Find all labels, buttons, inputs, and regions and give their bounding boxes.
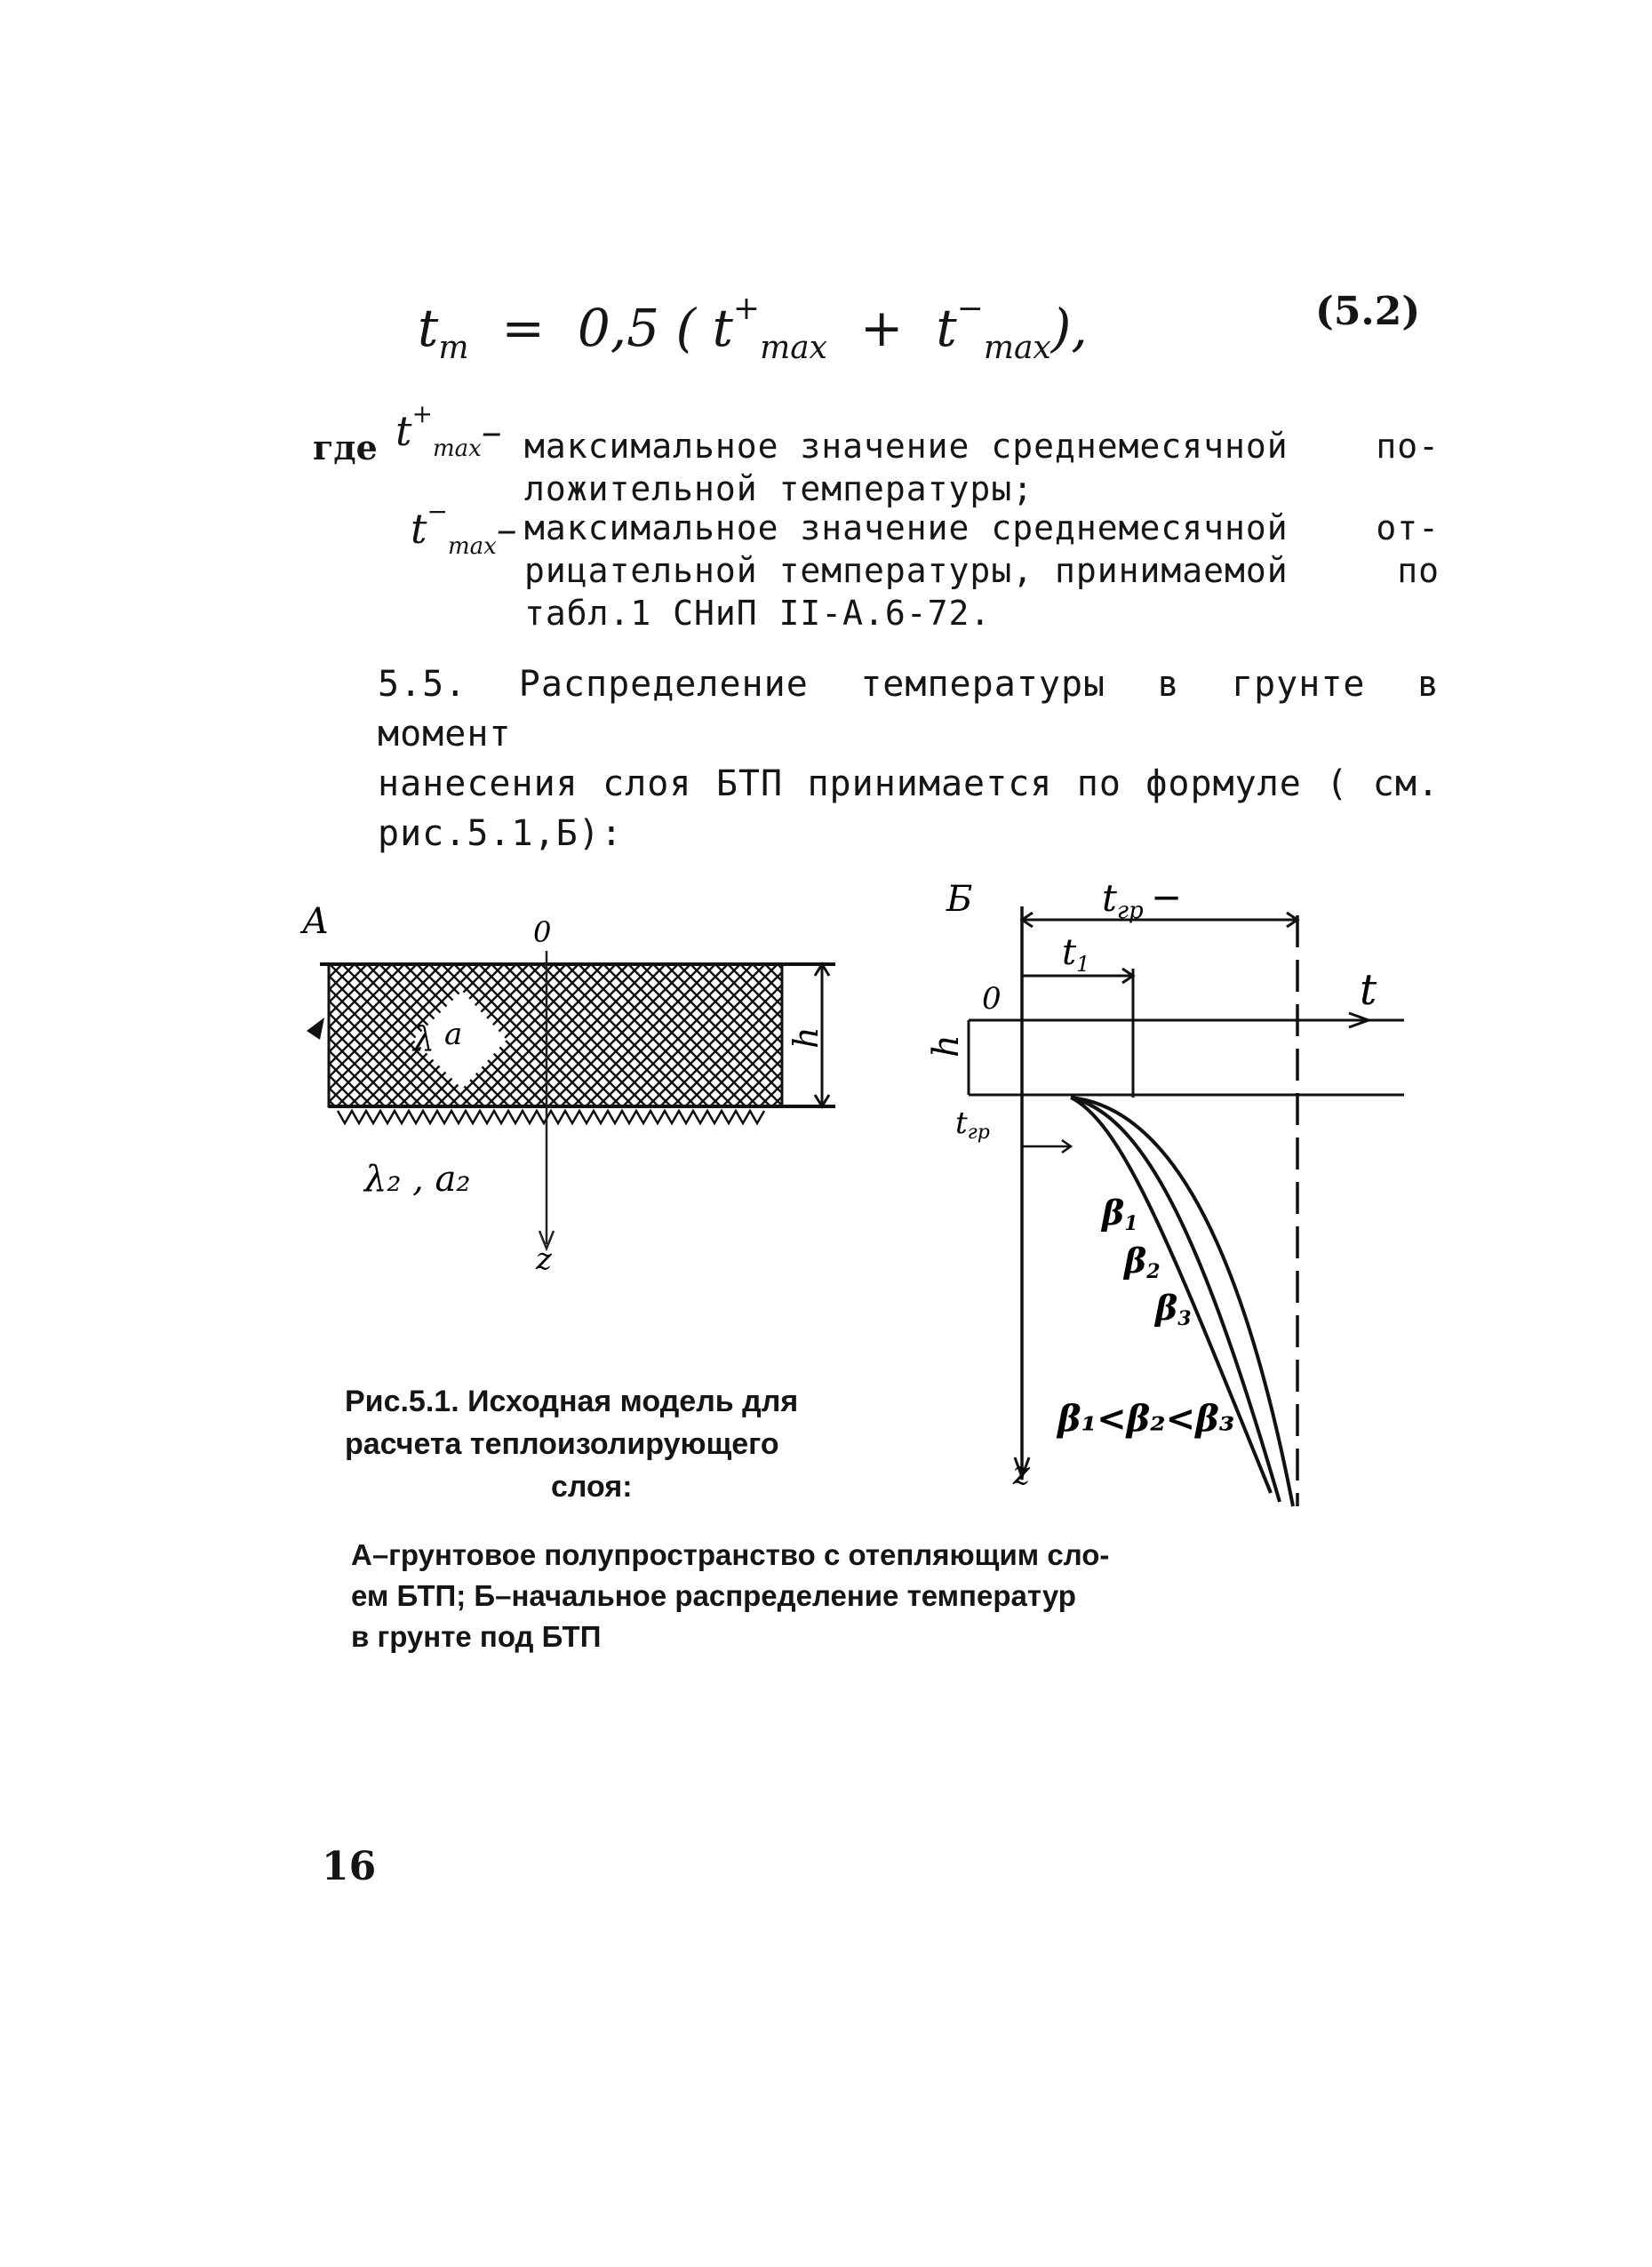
figure-a-axis-top-label: 0	[533, 915, 552, 949]
formula-t2-sub: max	[983, 330, 1051, 366]
beta-relation-label: β₁<β₂<β₃	[1057, 1398, 1235, 1440]
para-line-2: нанесения слоя БТП принимается по формуле ( см.	[378, 763, 1440, 804]
beta1-label	[1100, 1193, 1138, 1235]
t-gr-label: tгр ─	[1102, 876, 1178, 924]
t1-base: t	[1062, 932, 1077, 973]
term1-sub: max	[432, 435, 482, 462]
beta1-sub: 1	[1124, 1212, 1138, 1235]
lambda1-label: λ	[413, 1019, 435, 1058]
left-edge-mark	[307, 1018, 324, 1040]
caption-desc-line-1: А–грунтовое полупространство с отепляющим сло-	[351, 1538, 1110, 1571]
formula-coef: 0,5	[577, 298, 660, 358]
figure-caption-title	[345, 1380, 798, 1508]
a1-label: a	[444, 1017, 463, 1052]
z-label-a: z	[536, 1241, 552, 1277]
def2-line1-a: максимальное значение среднемесячной	[524, 508, 1289, 547]
beta1-base: β	[1102, 1193, 1125, 1233]
formula-open-paren: (	[675, 298, 697, 358]
caption-line-1: Рис.5.1. Исходная модель для	[345, 1385, 799, 1418]
formula-t1-sup: +	[732, 291, 761, 327]
term1-dash: –	[481, 407, 502, 455]
figure-b	[926, 876, 1404, 1506]
para-line-3: рис.5.1,Б):	[378, 813, 623, 854]
formula-t1-sub: max	[760, 330, 827, 366]
where-word: где	[313, 427, 378, 467]
term2-dash: –	[496, 505, 517, 553]
term2-sub: max	[447, 533, 497, 560]
h-label-b: h	[926, 1034, 967, 1058]
beta3-base: β	[1155, 1288, 1178, 1328]
def2-line1-b: от-	[1376, 508, 1440, 547]
ground-texture	[338, 1111, 764, 1123]
page-number: 16	[322, 1844, 377, 1889]
def2-line2-a: рицательной температуры, принимаемой	[524, 551, 1289, 590]
lambda2-a2-label: λ₂ , a₂	[364, 1159, 471, 1200]
def2-line2-b: по	[1397, 551, 1440, 590]
insulation-layer	[329, 964, 782, 1106]
term2-sup: −	[427, 497, 448, 526]
formula-equals: =	[501, 298, 545, 358]
beta3-label	[1153, 1288, 1192, 1330]
term1-sup: +	[411, 399, 433, 428]
def1-line1-a: максимальное значение среднемесячной	[524, 427, 1289, 466]
caption-desc-line-3: в грунте под БТП	[351, 1620, 602, 1653]
t1-sub: 1	[1076, 952, 1090, 977]
def2-line3: табл.1 СНиП II-А.6-72.	[524, 594, 992, 633]
caption-desc-line-2: ем БТП; Б–начальное распределение температур	[351, 1579, 1076, 1612]
formula-t2-sup: −	[956, 291, 984, 327]
figure-a	[299, 901, 835, 1277]
beta2-sub: 2	[1146, 1260, 1161, 1283]
beta2-label	[1122, 1241, 1161, 1283]
formula-lhs-sub: m	[438, 330, 469, 366]
def1-line1-b: по-	[1376, 427, 1440, 466]
figure-caption-description	[351, 1535, 1109, 1657]
t-gr2-sub: гр	[967, 1122, 990, 1144]
t-gr-base: t	[1102, 876, 1117, 920]
term2-base: t	[411, 505, 427, 553]
figure-a-label: А	[302, 901, 330, 942]
formula-plus: +	[859, 298, 904, 358]
curve-beta1	[1071, 1098, 1293, 1506]
caption-line-2: расчета теплоизолирующего	[345, 1427, 779, 1461]
figure-b-label: Б	[946, 879, 973, 920]
para-line-1: 5.5. Распределение температуры в грунте в момент	[378, 664, 1440, 754]
t1-label	[1062, 932, 1089, 977]
formula-t1: t	[712, 298, 733, 358]
formula-lhs: t	[418, 298, 439, 358]
equation-number: (5.2)	[1315, 289, 1421, 334]
formula-t2: t	[936, 298, 957, 358]
t-axis-label: t	[1360, 965, 1377, 1015]
def1-line2: ложительной температуры;	[524, 469, 1034, 508]
caption-line-3: слоя:	[551, 1470, 633, 1504]
z-label-b: z	[1013, 1456, 1030, 1492]
t-gr2-label	[955, 1106, 990, 1144]
beta3-sub: 3	[1177, 1307, 1192, 1330]
origin-label: 0	[982, 981, 1002, 1017]
term1-base: t	[395, 407, 412, 455]
beta2-base: β	[1124, 1241, 1147, 1281]
t-gr2-base: t	[955, 1106, 968, 1141]
formula-close-paren: ),	[1050, 298, 1088, 358]
t-gr-sub: гр	[1116, 898, 1144, 924]
h-label-a: h	[786, 1026, 826, 1049]
